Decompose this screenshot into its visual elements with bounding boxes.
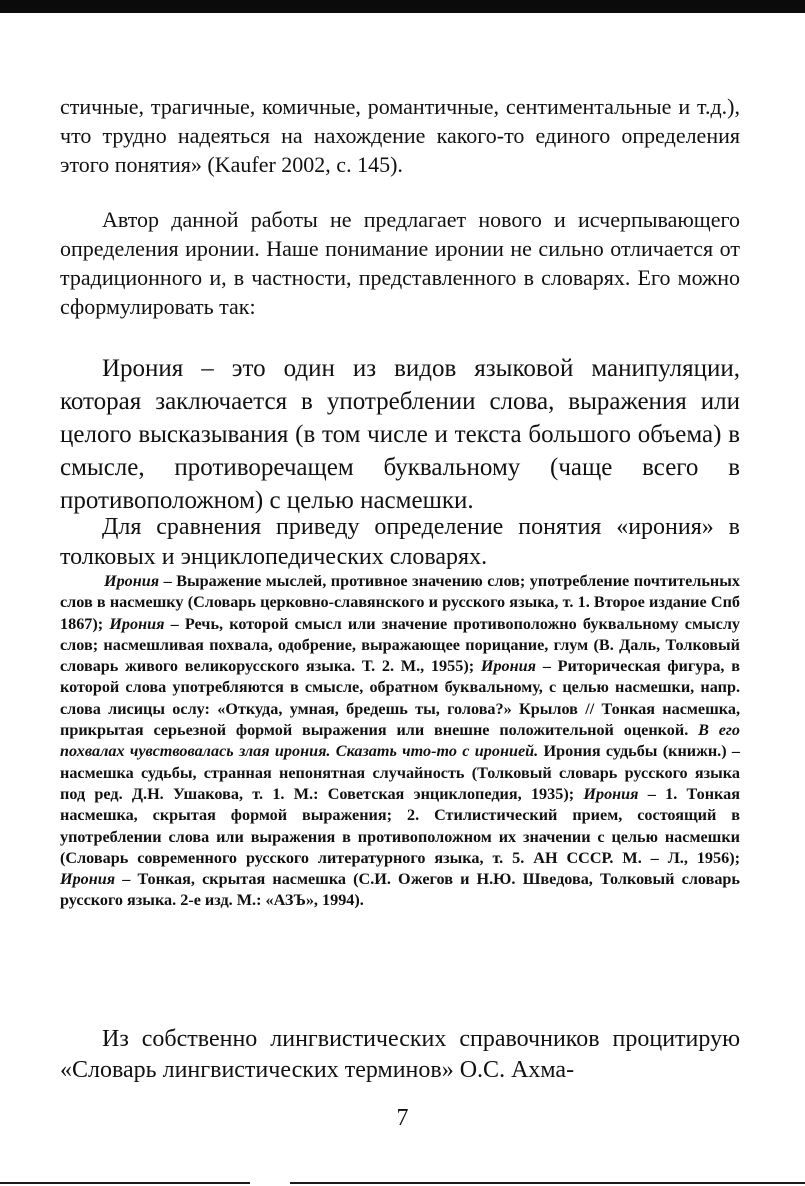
quote-text: – Тонкая, скрытая насмешка (С.И. Ожегов и Н.Ю. Шведова, Толковый словарь русского языка. 2-е изд. М.: «АЗЪ», 1994).: [60, 870, 740, 910]
quote-example: В его похвалах чувствовалась злая ирония. Сказать что-то с иронией.: [60, 721, 740, 761]
bottom-rule-right: [290, 1182, 805, 1184]
quote-term: Ирония: [583, 784, 639, 803]
paragraph-continuation: стичные, трагичные, комичные, романтичные, сентиментальные и т.д.), что трудно надеяться на нахождение какого-то единого определения этого понятия» (Kaufer 2002, с. 145).: [60, 94, 740, 177]
paragraph-comparison-intro: Для сравнения приведу определение понятия «ирония» в толковых и энциклопедических словарях.: [60, 514, 740, 570]
quote-term: Ирония: [104, 572, 160, 590]
quote-term: Ирония: [480, 657, 536, 676]
irony-definition: Ирония – это один из видов языковой манипуляции, которая заключается в употреблении слова, выражения или целого высказывания (в том числе и текста большого объема) в смысле, противоречащем буквальному (чаще всего в противоположном) с целью насмешки.: [60, 355, 740, 514]
quote-term: Ирония: [60, 870, 116, 889]
quote-text: – Выражение мыслей, противное значению слов; употребление почтительных слов в насмешку (Словарь церковно-славянского и русского языка, т. 1. Второе издание Спб 1867);: [60, 572, 740, 633]
paragraph-author-intro: Автор данной работы не предлагает нового и исчерпывающего определения иронии. Наше понимание иронии не сильно отличается от традиционного и, в частности, представленного в словарях. Его можно сформулировать так:: [60, 207, 740, 319]
quote-term: Ирония: [109, 614, 165, 633]
page-number: 7: [396, 1105, 409, 1131]
dictionary-quotes: [60, 571, 740, 912]
paragraph-closing: Из собственно лингвистических справочников процитирую «Словарь лингвистических терминов» О.С. Ахма-: [60, 1026, 740, 1083]
top-border-bar: [0, 0, 805, 13]
quote-text: Ирония судьбы (книжн.) – насмешка судьбы, странная непонятная случайность (Толковый словарь русского языка под ред. Д.Н. Ушакова, т. 1. М.: Советская энциклопедия, 1935);: [60, 742, 740, 803]
quote-text: – Речь, которой смысл или значение противоположно буквальному смыслу слов; насмешливая похвала, одобрение, выражающее порицание, глум (В. Даль, Толковый словарь живого великорусского языка. Т. 2. М., 1955);: [60, 614, 741, 676]
quote-text: – 1. Тонкая насмешка, скрытая формой выражения; 2. Стилистический прием, состоящий в употреблении слова или выражения в противоположном их значении с целью насмешки (Словарь современного русского литературного языка, т. 5. АН СССР. М. – Л., 1956);: [60, 784, 740, 867]
quote-text: – Риторическая фигура, в которой слова употребляются в смысле, обратном буквальному, с целью насмешки, напр. слова лисицы ослу: «Откуда, умная, бредешь ты, голова?» Крылов // Тонкая насмешка, прикрытая серьезной формой выражения или внешне положительной оценкой.: [60, 657, 740, 740]
bottom-rule-left: [0, 1182, 250, 1184]
